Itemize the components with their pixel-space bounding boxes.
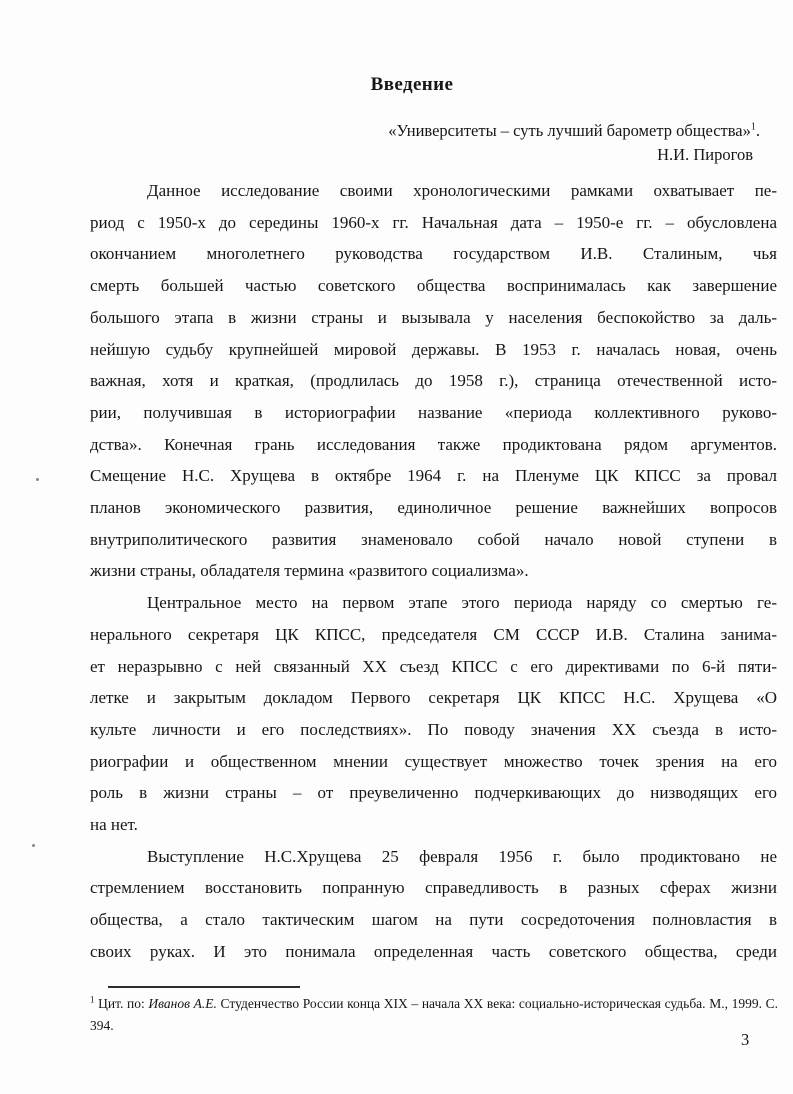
epigraph-author: Н.И. Пирогов <box>657 145 753 164</box>
text-line: своих руках. И это понимала определенная часть советского общества, среди <box>90 941 777 961</box>
paragraph <box>90 587 777 841</box>
text-line: дства». Конечная грань исследования также продиктована рядом аргументов. <box>90 434 777 454</box>
text-line: на нет. <box>90 815 138 835</box>
epigraph-quote <box>90 119 760 143</box>
text-line: летке и закрытым докладом Первого секретаря ЦК КПСС Н.С. Хрущева «О <box>90 688 777 708</box>
text-line: культе личности и его последствиях». По поводу значения XX съезда в исто- <box>90 719 777 739</box>
text-line: смерть большей частью советского общества воспринималась как завершение <box>90 276 777 296</box>
body-text <box>90 175 777 968</box>
epigraph-quote-period: . <box>755 121 760 140</box>
text-line: риод с 1950-х до середины 1960-х гг. Начальная дата – 1950-е гг. – обусловлена <box>90 212 777 232</box>
text-line: планов экономического развития, единоличное решение важнейших вопросов <box>90 498 777 518</box>
footnote-author-italic: Иванов А.Е. <box>148 996 217 1011</box>
text-line: Смещение Н.С. Хрущева в октябре 1964 г. на Пленуме ЦК КПСС за провал <box>90 466 777 486</box>
text-line: стремлением восстановить попранную справедливость в разных сферах жизни <box>90 878 777 898</box>
footnote-prefix: Цит. по: <box>94 996 149 1011</box>
footnote-source: Студенчество России конца XIX – начала XX века: социально-историческая судьба. М., 1999. С. 394. <box>90 996 778 1033</box>
text-line: роль в жизни страны – от преувеличенно подчеркивающих до низводящих его <box>90 783 777 803</box>
text-line: общества, а стало тактическим шагом на пути сосредоточения полновластия в <box>90 910 777 930</box>
scan-speck <box>32 844 35 847</box>
footnote <box>90 986 778 1036</box>
footnote-text <box>90 993 778 1036</box>
footnote-separator-rule <box>108 986 300 988</box>
page-title: Введение <box>370 74 454 95</box>
text-line: Выступление Н.С.Хрущева 25 февраля 1956 г. было продиктовано не <box>147 846 777 866</box>
paragraph <box>90 841 777 968</box>
text-line: Центральное место на первом этапе этого периода наряду со смертью ге- <box>147 593 777 613</box>
scan-speck <box>36 478 39 481</box>
text-line: внутриполитического развития знаменовало собой начало новой ступени в <box>90 529 777 549</box>
epigraph-footnote-ref: 1 <box>750 121 756 133</box>
page-number: 3 <box>741 1030 750 1049</box>
text-line: рии, получившая в историографии название «периода коллективного руково- <box>90 402 777 422</box>
epigraph-quote-text: «Университеты – суть лучший барометр общества» <box>388 121 751 140</box>
text-line: окончанием многолетнего руководства государством И.В. Сталиным, чья <box>90 244 777 264</box>
epigraph <box>90 119 760 167</box>
footnote-marker: 1 <box>90 994 95 1005</box>
text-line: жизни страны, обладателя термина «развитого социализма». <box>90 561 529 581</box>
text-line: важная, хотя и краткая, (продлилась до 1958 г.), страница отечественной исто- <box>90 371 777 391</box>
paragraph <box>90 175 777 587</box>
text-line: ет неразрывно с ней связанный XX съезд КПСС с его директивами по 6-й пяти- <box>90 656 777 676</box>
text-line: Данное исследование своими хронологическими рамками охватывает пе- <box>147 181 777 200</box>
text-line: большого этапа в жизни страны и вызывала у населения беспокойство за даль- <box>90 307 777 327</box>
text-line: нейшую судьбу крупнейшей мировой державы. В 1953 г. началась новая, очень <box>90 339 777 359</box>
text-line: нерального секретаря ЦК КПСС, председателя СМ СССР И.В. Сталина занима- <box>90 624 777 644</box>
text-line: риографии и общественном мнении существует множество точек зрения на его <box>90 751 777 771</box>
